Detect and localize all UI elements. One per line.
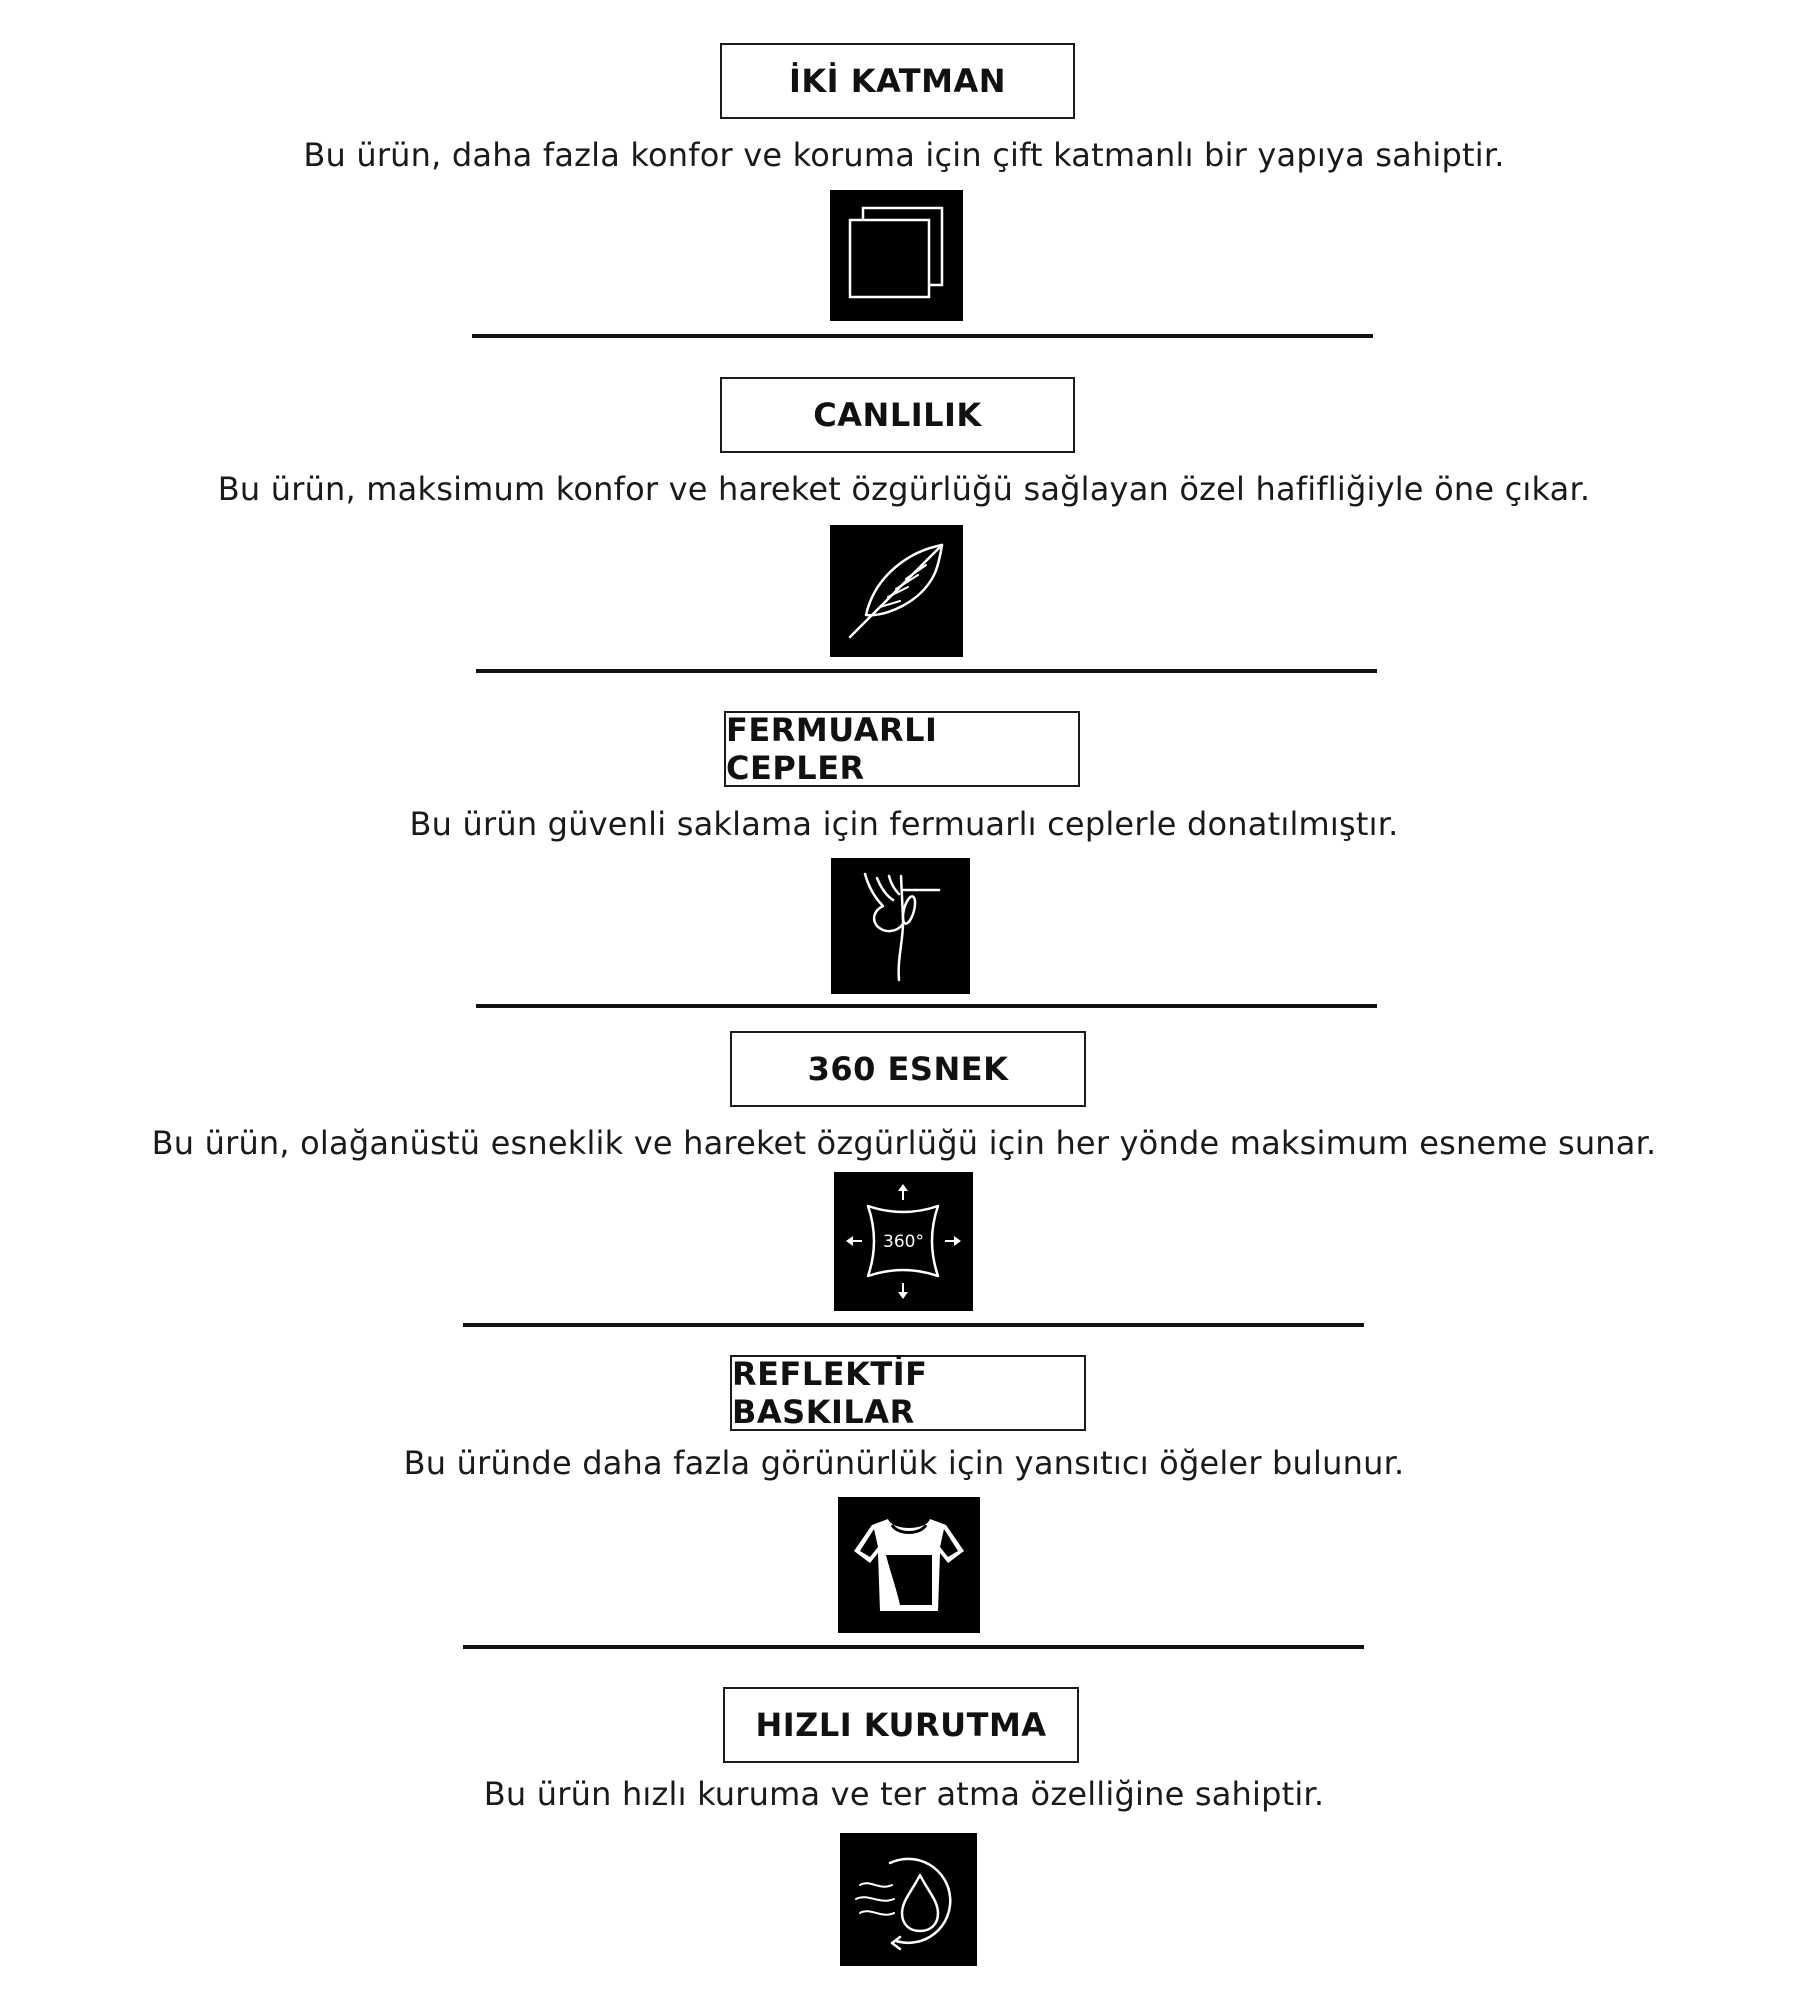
feature-description: Bu ürün hızlı kuruma ve ter atma özelliğine sahiptir.: [483, 1775, 1325, 1813]
feature-description: Bu ürün, olağanüstü esneklik ve hareket özgürlüğü için her yönde maksimum esneme sunar.: [151, 1124, 1657, 1162]
double-layer-icon: [830, 190, 963, 321]
quick-dry-icon: [840, 1833, 977, 1966]
feature-title: FERMUARLI CEPLER: [724, 711, 1080, 787]
feature-description: Bu ürün, daha fazla konfor ve koruma için çift katmanlı bir yapıya sahiptir.: [303, 136, 1505, 174]
feature-description: Bu üründe daha fazla görünürlük için yansıtıcı öğeler bulunur.: [403, 1444, 1405, 1482]
zipper-pocket-icon: [831, 858, 970, 994]
section-divider: [463, 1323, 1364, 1327]
feature-description: Bu ürün güvenli saklama için fermuarlı ceplerle donatılmıştır.: [409, 805, 1399, 843]
feature-title: İKİ KATMAN: [720, 43, 1075, 119]
feather-icon: [830, 525, 963, 657]
section-divider: [472, 334, 1373, 338]
stretch-360-icon: [834, 1172, 973, 1311]
stretch-360-label: 360°: [883, 1231, 924, 1252]
section-divider: [463, 1645, 1364, 1649]
feature-title: CANLILIK: [720, 377, 1075, 453]
reflective-shirt-icon: [838, 1497, 980, 1633]
feature-description: Bu ürün, maksimum konfor ve hareket özgürlüğü sağlayan özel hafifliğiyle öne çıkar.: [217, 470, 1591, 508]
feature-title: HIZLI KURUTMA: [723, 1687, 1079, 1763]
feature-title: REFLEKTİF BASKILAR: [730, 1355, 1086, 1431]
feature-title: 360 ESNEK: [730, 1031, 1086, 1107]
section-divider: [476, 669, 1377, 673]
section-divider: [476, 1004, 1377, 1008]
